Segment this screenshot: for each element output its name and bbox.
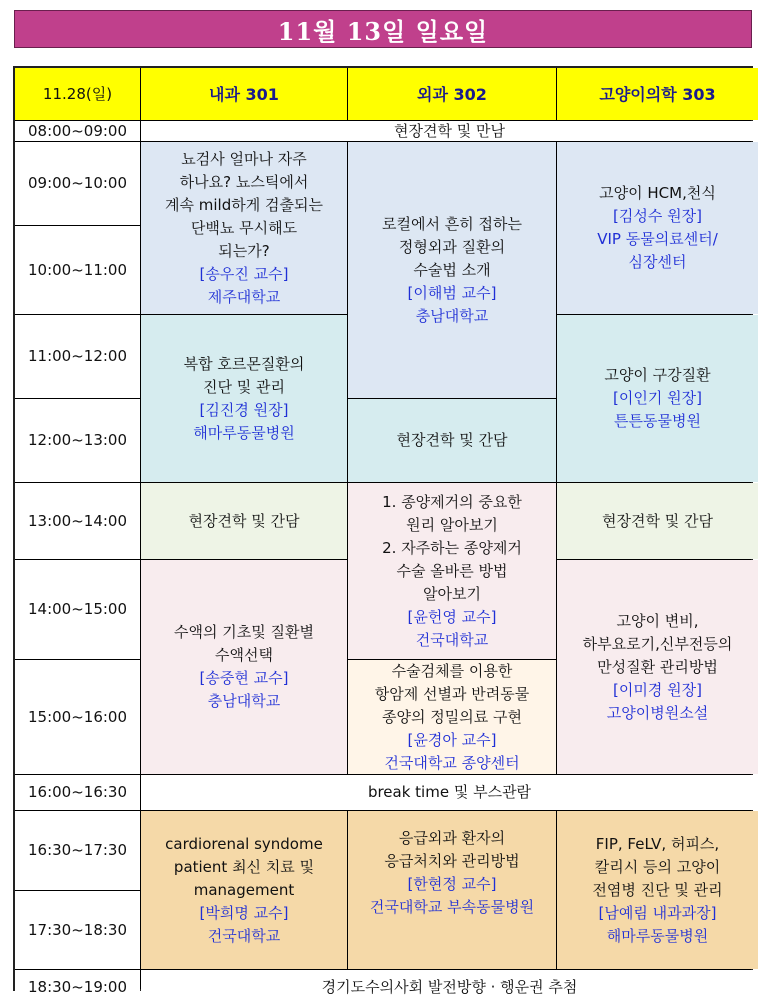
session-title-line: 칼리시 등의 고양이 xyxy=(594,857,721,876)
session-title-line: cardiorenal syndome xyxy=(165,834,323,853)
session-speaker: [윤헌영 교수] xyxy=(407,607,497,626)
session-title-line: 단백뇨 무시해도 xyxy=(190,218,298,237)
session-affiliation: 충남대학교 xyxy=(415,306,489,325)
session-title-line: 응급외과 환자의 xyxy=(398,829,506,847)
session-speaker: [송중현 교수] xyxy=(199,669,289,687)
header-room-303: 고양이의학 303 xyxy=(557,68,758,120)
session-surgery-1 xyxy=(348,142,556,398)
session-affiliation: 건국대학교 종양센터 xyxy=(384,753,520,772)
session-affiliation: VIP 동물의료센터/ xyxy=(597,230,718,248)
session-affiliation: 튼튼동물병원 xyxy=(614,412,701,430)
time-slot: 16:30~17:30 xyxy=(15,811,140,890)
time-slot: 15:00~16:00 xyxy=(15,660,140,774)
session-cat-1 xyxy=(557,142,758,314)
session-cat-4 xyxy=(557,811,758,969)
session-title-line: 되는가? xyxy=(218,241,270,260)
time-slot: 17:30~18:30 xyxy=(15,891,140,969)
time-slot: 08:00~09:00 xyxy=(15,121,140,141)
session-title-line: 만성질환 관리방법 xyxy=(597,657,718,676)
session-affiliation: 건국대학교 xyxy=(415,630,489,649)
session-title-line: 정형외과 질환의 xyxy=(398,237,506,256)
session-title-line: FIP, FeLV, 허피스, xyxy=(595,834,720,853)
session-speaker: [이인기 원장] xyxy=(613,389,702,407)
session-title-line: 종양의 정밀의료 구현 xyxy=(382,707,522,726)
time-slot: 10:00~11:00 xyxy=(15,226,140,314)
session-title-line: management xyxy=(193,880,295,899)
session-speaker: [이해범 교수] xyxy=(407,283,497,302)
time-slot: 13:00~14:00 xyxy=(15,483,140,559)
session-title-line: 1. 종양제거의 중요한 xyxy=(382,492,522,511)
header-room-301: 내과 301 xyxy=(141,68,347,120)
time-slot: 16:00~16:30 xyxy=(15,775,140,810)
session-affiliation: 고양이병원소설 xyxy=(606,703,709,722)
page-title: 11월 13일 일요일 xyxy=(14,10,752,48)
session-affiliation: 충남대학교 xyxy=(207,692,281,710)
session-internal-tour: 현장견학 및 간담 xyxy=(141,483,347,559)
session-speaker: [김성수 원장] xyxy=(613,207,702,225)
session-internal-2 xyxy=(141,315,347,482)
session-closing: 경기도수의사회 발전방향 · 행운권 추첨 xyxy=(141,970,758,1004)
session-affiliation: 건국대학교 xyxy=(207,926,281,945)
session-affiliation: 해마루동물병원 xyxy=(193,423,295,442)
session-title-line: 수술검체를 이용한 xyxy=(391,661,513,680)
session-internal-4 xyxy=(141,811,347,969)
time-slot: 12:00~13:00 xyxy=(15,399,140,482)
session-speaker: [송우진 교수] xyxy=(199,264,289,283)
header-room-302: 외과 302 xyxy=(348,68,556,120)
session-internal-3 xyxy=(141,560,347,774)
session-title-line: 전염병 진단 및 관리 xyxy=(592,880,723,899)
session-title-line: 원리 알아보기 xyxy=(406,515,498,534)
session-break: break time 및 부스관람 xyxy=(141,775,758,810)
header-date: 11.28(일) xyxy=(15,68,140,120)
session-title-line: 하나요? 뇨스틱에서 xyxy=(179,172,309,191)
schedule-table xyxy=(13,66,753,996)
session-title-line: 계속 mild하게 검출되는 xyxy=(165,195,323,214)
time-slot: 18:30~19:00 xyxy=(15,970,140,1004)
session-speaker: [윤경아 교수] xyxy=(407,730,497,749)
session-surgery-2 xyxy=(348,483,556,659)
session-title-line: 수액선택 xyxy=(215,646,273,664)
session-title-line: 수술법 소개 xyxy=(413,260,491,279)
session-speaker: [한현정 교수] xyxy=(407,875,497,893)
session-affiliation: 제주대학교 xyxy=(207,287,281,306)
session-affiliation: 해마루동물병원 xyxy=(606,926,709,945)
session-speaker: [박희명 교수] xyxy=(199,903,289,922)
session-internal-1 xyxy=(141,142,347,314)
session-title-line: 알아보기 xyxy=(423,584,481,603)
session-title-line: 고양이 구강질환 xyxy=(604,366,711,384)
time-slot: 09:00~10:00 xyxy=(15,142,140,225)
session-surgery-4 xyxy=(348,811,556,969)
session-affiliation: 심장센터 xyxy=(628,253,687,271)
session-cat-3 xyxy=(557,560,758,774)
session-title-line: 항암제 선별과 반려동물 xyxy=(374,684,530,703)
session-title-line: 로컬에서 흔히 접하는 xyxy=(382,214,522,233)
session-surgery-3 xyxy=(348,660,556,774)
time-slot: 11:00~12:00 xyxy=(15,315,140,398)
session-title-line: 고양이 변비, xyxy=(616,611,699,630)
session-title-line: patient 최신 치료 및 xyxy=(173,857,315,876)
session-speaker: [김진경 원장] xyxy=(199,400,289,419)
time-slot: 14:00~15:00 xyxy=(15,560,140,659)
session-affiliation: 건국대학교 부속동물병원 xyxy=(369,898,535,916)
session-title-line: 뇨검사 얼마나 자주 xyxy=(181,149,307,168)
session-surgery-tour: 현장견학 및 간담 xyxy=(348,399,556,482)
session-title-line: 고양이 HCM,천식 xyxy=(599,184,716,202)
session-title-line: 응급처치와 관리방법 xyxy=(384,852,520,870)
session-title-line: 수액의 기초및 질환별 xyxy=(174,623,314,641)
session-cat-2 xyxy=(557,315,758,482)
session-speaker: [이미경 원장] xyxy=(613,680,702,699)
session-title-line: 진단 및 관리 xyxy=(203,377,285,396)
session-title-line: 복합 호르몬질환의 xyxy=(183,354,305,373)
session-cat-tour: 현장견학 및 간담 xyxy=(557,483,758,559)
session-title-line: 수술 올바른 방법 xyxy=(396,561,508,580)
session-title-line: 하부요로기,신부전등의 xyxy=(582,634,733,653)
session-opening: 현장견학 및 만남 xyxy=(141,121,758,141)
session-title-line: 2. 자주하는 종양제거 xyxy=(382,538,522,557)
session-speaker: [남예림 내과과장] xyxy=(598,903,717,922)
